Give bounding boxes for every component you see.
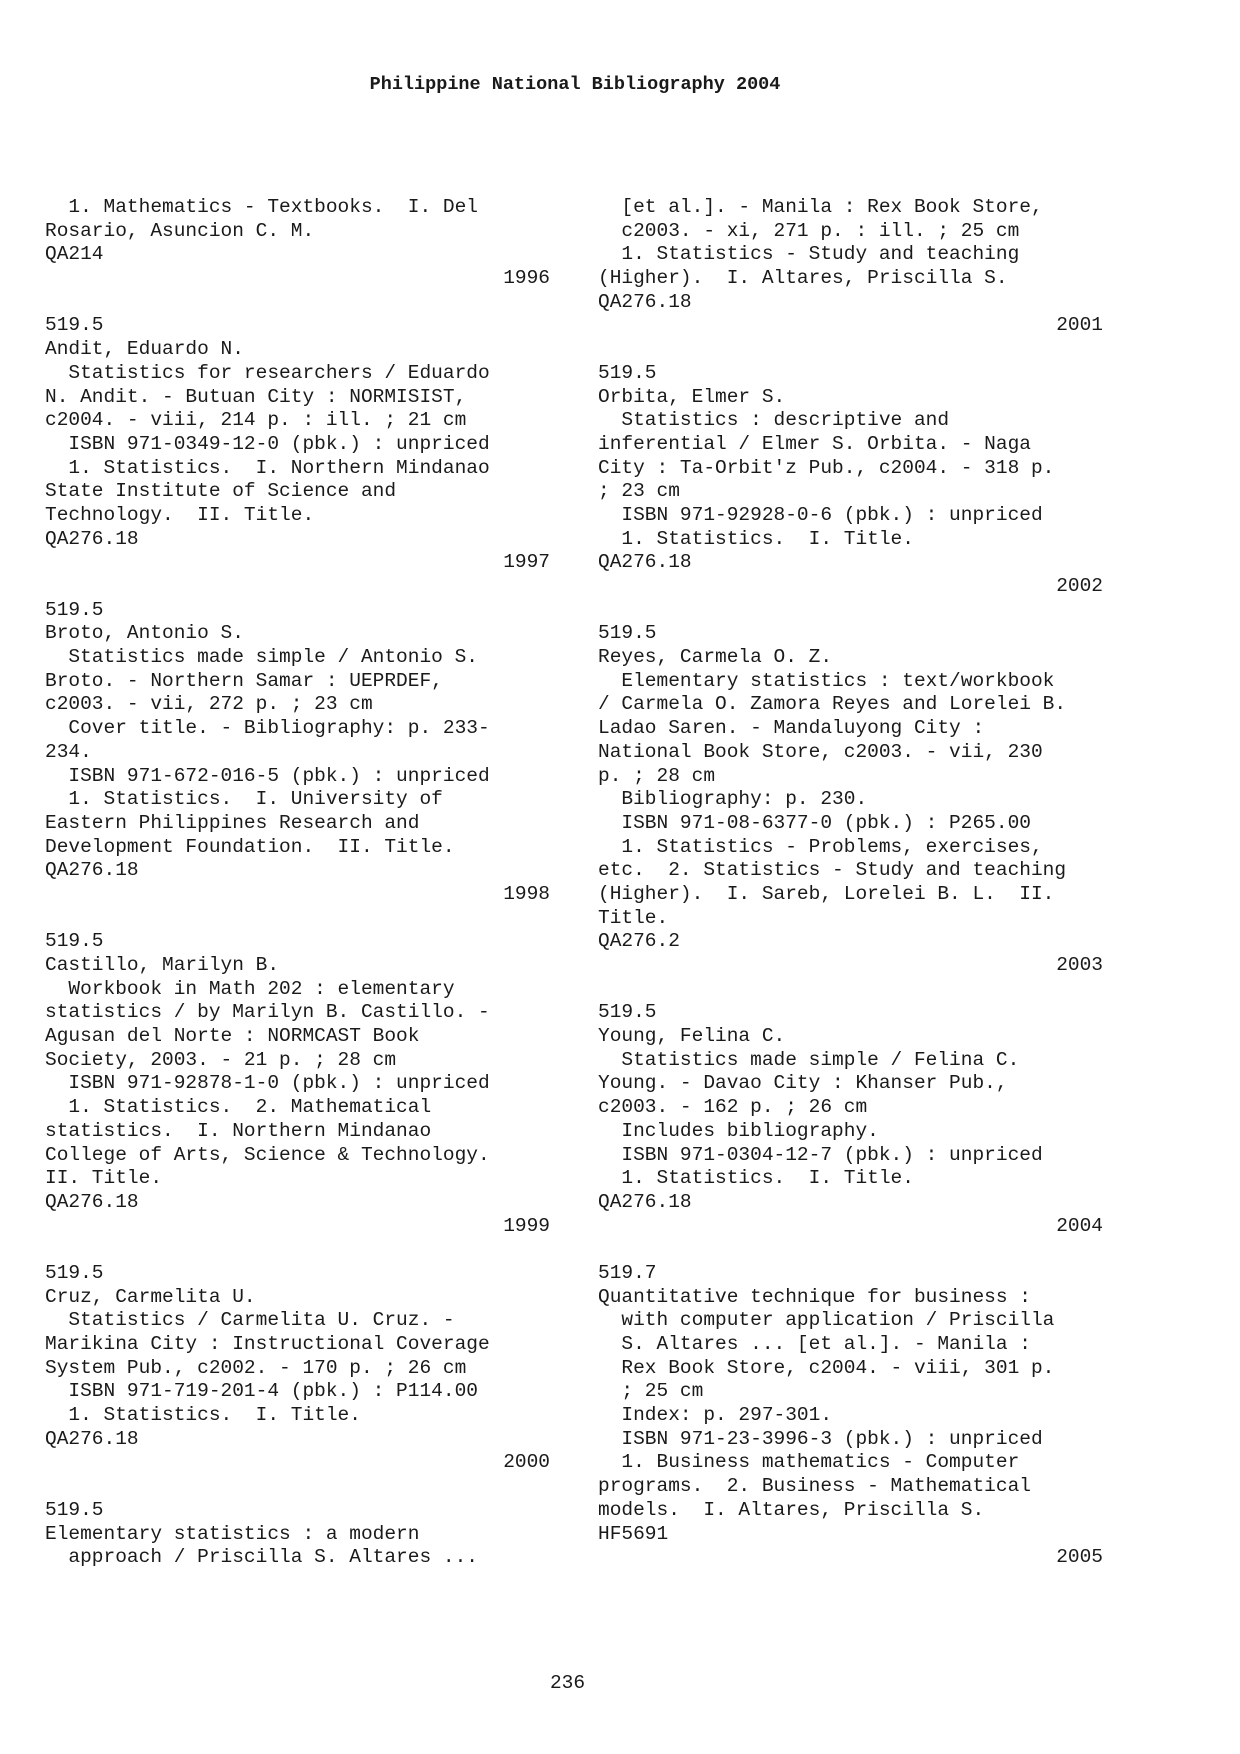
entry-line: p. ; 28 cm xyxy=(598,764,716,787)
entry-line: (Higher). I. Sareb, Lorelei B. L. II. xyxy=(598,882,1055,905)
entry-line: QA276.18 xyxy=(598,1190,692,1213)
entry-line: College of Arts, Science & Technology. xyxy=(45,1143,490,1166)
entry-line: Cover title. - Bibliography: p. 233- xyxy=(45,717,490,740)
entry-line: 519.5 xyxy=(45,598,104,621)
entry-line: II. Title. xyxy=(45,1167,163,1190)
entry-line: 519.5 xyxy=(598,622,657,645)
entry-line: ; 25 cm xyxy=(598,1380,704,1403)
entry-number: 1997 xyxy=(503,551,550,574)
entry-line: Includes bibliography. xyxy=(598,1119,879,1142)
entry-line: Castillo, Marilyn B. xyxy=(45,954,280,976)
entry-line: Technology. II. Title. xyxy=(45,503,315,526)
entry-number: 1999 xyxy=(503,1214,550,1237)
entry-line: System Pub., c2002. - 170 p. ; 26 cm xyxy=(45,1356,467,1379)
entry-line: Index: p. 297-301. xyxy=(598,1404,833,1427)
entry-line xyxy=(45,1475,550,1499)
entry-line: Agusan del Norte : NORMCAST Book xyxy=(45,1025,420,1048)
entry-line: State Institute of Science and xyxy=(45,480,397,503)
entry-line: ISBN 971-92878-1-0 (pbk.) : unpriced xyxy=(45,1072,490,1095)
entry-line: 1. Statistics - Study and teaching xyxy=(598,243,1020,266)
entry-line: N. Andit. - Butuan City : NORMISIST, xyxy=(45,385,467,408)
entry-line: ISBN 971-92928-0-6 (pbk.) : unpriced xyxy=(598,503,1043,526)
entry-line: Workbook in Math 202 : elementary xyxy=(45,977,455,1000)
entry-line: 1. Statistics. I. Title. xyxy=(45,1404,361,1427)
entry-line: Orbita, Elmer S. xyxy=(598,385,786,408)
entry-line xyxy=(45,1238,550,1262)
entry-line: / Carmela O. Zamora Reyes and Lorelei B. xyxy=(598,693,1067,716)
entry-line: etc. 2. Statistics - Study and teaching xyxy=(598,859,1067,882)
entry-number: 1996 xyxy=(503,267,550,290)
entry-line: National Book Store, c2003. - vii, 230 xyxy=(598,740,1043,763)
entry-line: Young. - Davao City : Khanser Pub., xyxy=(598,1072,1008,1095)
entry-line xyxy=(45,907,550,931)
entry-line: Title. xyxy=(598,906,669,929)
entry-line: City : Ta-Orbit'z Pub., c2004. - 318 p. xyxy=(598,456,1055,479)
entry-line: Development Foundation. II. Title. xyxy=(45,835,455,858)
entry-line: S. Altares ... [et al.]. - Manila : xyxy=(598,1333,1031,1355)
entry-line: Marikina City : Instructional Coverage xyxy=(45,1333,490,1355)
entry-line: ISBN 971-719-201-4 (pbk.) : P114.00 xyxy=(45,1380,478,1403)
entry-line: Statistics / Carmelita U. Cruz. - xyxy=(45,1309,455,1332)
entry-line: Statistics made simple / Antonio S. xyxy=(45,646,478,669)
entry-line: approach / Priscilla S. Altares ... xyxy=(45,1546,478,1569)
entry-number: 2004 xyxy=(1056,1214,1103,1237)
entry-line: ISBN 971-672-016-5 (pbk.) : unpriced xyxy=(45,764,490,787)
entry-line: c2004. - viii, 214 p. : ill. ; 21 cm xyxy=(45,409,467,432)
entry-line: Young, Felina C. xyxy=(598,1025,786,1048)
entry-number: 2005 xyxy=(1056,1546,1103,1569)
entry-line xyxy=(45,575,550,599)
entry-line: Society, 2003. - 21 p. ; 28 cm xyxy=(45,1048,397,1071)
entry-line: 1. Business mathematics - Computer xyxy=(598,1451,1020,1474)
entry-line: Ladao Saren. - Mandaluyong City : xyxy=(598,717,985,740)
entry-line: 519.5 xyxy=(598,1001,657,1024)
entry-number: 1998 xyxy=(503,882,550,905)
entry-number: 2000 xyxy=(503,1451,550,1474)
entry-line: QA276.18 xyxy=(598,551,692,574)
entry-line: 1. Statistics. I. Northern Mindanao xyxy=(45,456,490,479)
entry-line: 519.5 xyxy=(45,1261,104,1284)
entry-line: ISBN 971-0349-12-0 (pbk.) : unpriced xyxy=(45,432,490,455)
entry-line: Statistics made simple / Felina C. xyxy=(598,1048,1020,1071)
left-column xyxy=(45,196,550,1570)
entry-line: QA276.18 xyxy=(45,859,139,882)
entry-line: [et al.]. - Manila : Rex Book Store, xyxy=(598,196,1043,218)
entry-line: (Higher). I. Altares, Priscilla S. xyxy=(598,267,1008,290)
page-number: 236 xyxy=(549,1672,586,1694)
entry-line: ISBN 971-0304-12-7 (pbk.) : unpriced xyxy=(598,1143,1043,1166)
entry-line: Cruz, Carmelita U. xyxy=(45,1285,256,1308)
entry-line: c2003. - 162 p. ; 26 cm xyxy=(598,1096,868,1119)
entry-line: statistics. I. Northern Mindanao xyxy=(45,1119,432,1142)
entry-number: 2001 xyxy=(1056,314,1103,337)
entry-line: 519.7 xyxy=(598,1261,657,1284)
entry-line: ISBN 971-23-3996-3 (pbk.) : unpriced xyxy=(598,1427,1043,1450)
entry-line: programs. 2. Business - Mathematical xyxy=(598,1475,1031,1498)
entry-line: 1. Statistics. 2. Mathematical xyxy=(45,1096,432,1119)
entry-line: Rosario, Asuncion C. M. xyxy=(45,219,315,242)
entry-line: Elementary statistics : text/workbook xyxy=(598,669,1055,692)
entry-line: Broto, Antonio S. xyxy=(45,622,244,645)
entry-number: 2003 xyxy=(1056,954,1103,976)
entry-line: QA276.18 xyxy=(598,290,692,313)
entry-line: inferential / Elmer S. Orbita. - Naga xyxy=(598,432,1031,455)
entry-line: with computer application / Priscilla xyxy=(598,1309,1055,1332)
entry-line: c2003. - xi, 271 p. : ill. ; 25 cm xyxy=(598,219,1020,242)
entry-line: 1. Statistics. I. University of xyxy=(45,788,443,811)
entry-line: 519.5 xyxy=(45,930,104,953)
entry-line: 519.5 xyxy=(45,314,104,337)
entry-line xyxy=(45,291,550,315)
entry-line: QA276.18 xyxy=(45,1427,139,1450)
entry-line: QA276.2 xyxy=(598,930,680,953)
entry-line xyxy=(598,1238,1103,1262)
entry-line: Broto. - Northern Samar : UEPRDEF, xyxy=(45,669,443,692)
entry-line: Quantitative technique for business : xyxy=(598,1285,1031,1308)
entry-line: Bibliography: p. 230. xyxy=(598,788,868,811)
entry-line: Statistics for researchers / Eduardo xyxy=(45,361,490,384)
entry-line: 1. Statistics. I. Title. xyxy=(598,527,914,550)
entry-number: 2002 xyxy=(1056,575,1103,597)
entry-line: Rex Book Store, c2004. - viii, 301 p. xyxy=(598,1356,1055,1379)
entry-line xyxy=(598,599,1103,623)
entry-line: 519.5 xyxy=(45,1498,104,1521)
entry-line xyxy=(598,338,1103,362)
entry-line: 1. Mathematics - Textbooks. I. Del xyxy=(45,196,478,218)
entry-line: c2003. - vii, 272 p. ; 23 cm xyxy=(45,693,373,716)
entry-line xyxy=(598,978,1103,1002)
page-title: Philippine National Bibliography 2004 xyxy=(369,74,781,95)
entry-line: QA214 xyxy=(45,243,104,266)
entry-line: statistics / by Marilyn B. Castillo. - xyxy=(45,1001,490,1024)
entry-line: QA276.18 xyxy=(45,527,139,550)
entry-line: ; 23 cm xyxy=(598,480,680,503)
entry-line: ISBN 971-08-6377-0 (pbk.) : P265.00 xyxy=(598,811,1031,834)
entry-line: 519.5 xyxy=(598,361,657,384)
entry-line: Elementary statistics : a modern xyxy=(45,1522,420,1545)
entry-line: Andit, Eduardo N. xyxy=(45,338,244,361)
entry-line: 234. xyxy=(45,740,92,763)
right-column xyxy=(598,196,1103,1570)
entry-line: 1. Statistics. I. Title. xyxy=(598,1167,914,1190)
entry-line: Statistics : descriptive and xyxy=(598,409,950,432)
entry-line: QA276.18 xyxy=(45,1190,139,1213)
entry-line: Eastern Philippines Research and xyxy=(45,811,420,834)
entry-line: 1. Statistics - Problems, exercises, xyxy=(598,835,1043,858)
entry-line: Reyes, Carmela O. Z. xyxy=(598,646,833,669)
entry-line: models. I. Altares, Priscilla S. xyxy=(598,1498,985,1521)
entry-line: HF5691 xyxy=(598,1522,669,1545)
